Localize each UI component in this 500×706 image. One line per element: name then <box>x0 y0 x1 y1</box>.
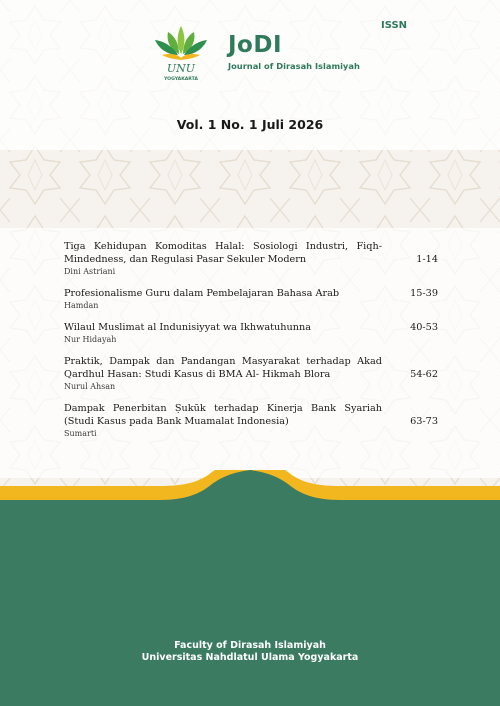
article-pages: 40-53 <box>410 322 438 333</box>
toc-item <box>64 402 438 439</box>
article-title: Dampak Penerbitan Ṣukūk terhadap Kinerja Bank Syariah (Studi Kasus pada Bank Muamalat Indonesia) <box>64 403 382 427</box>
journal-short-title: JoDI <box>228 32 283 58</box>
arched-bottom-panel <box>0 470 500 706</box>
article-author: Sumarti <box>64 429 97 438</box>
journal-brand <box>228 34 360 71</box>
green-arch-panel <box>0 470 500 706</box>
toc-item <box>64 355 438 392</box>
article-title: Wilaul Muslimat al Indunisiyyat wa Ikhwatuhunna <box>64 322 312 333</box>
article-author: Hamdan <box>64 301 99 310</box>
volume-label: Vol. 1 No. 1 Juli 2026 <box>176 117 324 132</box>
article-title: Tiga Kehidupan Komoditas Halal: Sosiologi Industri, Fiqh-Mindedness, dan Regulasi Pasar Sekuler Modern <box>64 241 382 265</box>
journal-full-title: Journal of Dirasah Islamiyah <box>228 61 360 71</box>
article-title: Profesionalisme Guru dalam Pembelajaran Bahasa Arab <box>64 288 340 299</box>
article-pages: 54-62 <box>410 369 438 380</box>
logo-subtext: YOGYAKARTA <box>164 77 198 82</box>
toc-item <box>64 287 438 311</box>
issn-label: ISSN <box>381 20 408 31</box>
article-pages: 63-73 <box>410 416 438 427</box>
article-pages: 1-14 <box>416 254 438 265</box>
article-title: Praktik, Dampak dan Pandangan Masyarakat terhadap Akad Qardhul Hasan: Studi Kasus di BMA Al- Hikmah Blora <box>64 356 382 380</box>
logo-text: UNU <box>166 62 196 75</box>
toc-item <box>64 240 438 277</box>
publisher-footer <box>0 640 500 664</box>
unu-lotus-logo-icon <box>148 22 214 82</box>
article-author: Nur Hidayah <box>64 335 117 344</box>
toc-item <box>64 321 438 345</box>
table-of-contents <box>64 240 438 449</box>
university-name: Universitas Nahdlatul Ulama Yogyakarta <box>141 652 359 663</box>
faculty-name: Faculty of Dirasah Islamiyah <box>174 640 326 651</box>
article-author: Nurul Ahsan <box>64 382 116 391</box>
article-author: Dini Astriani <box>64 267 116 276</box>
article-pages: 15-39 <box>410 288 438 299</box>
